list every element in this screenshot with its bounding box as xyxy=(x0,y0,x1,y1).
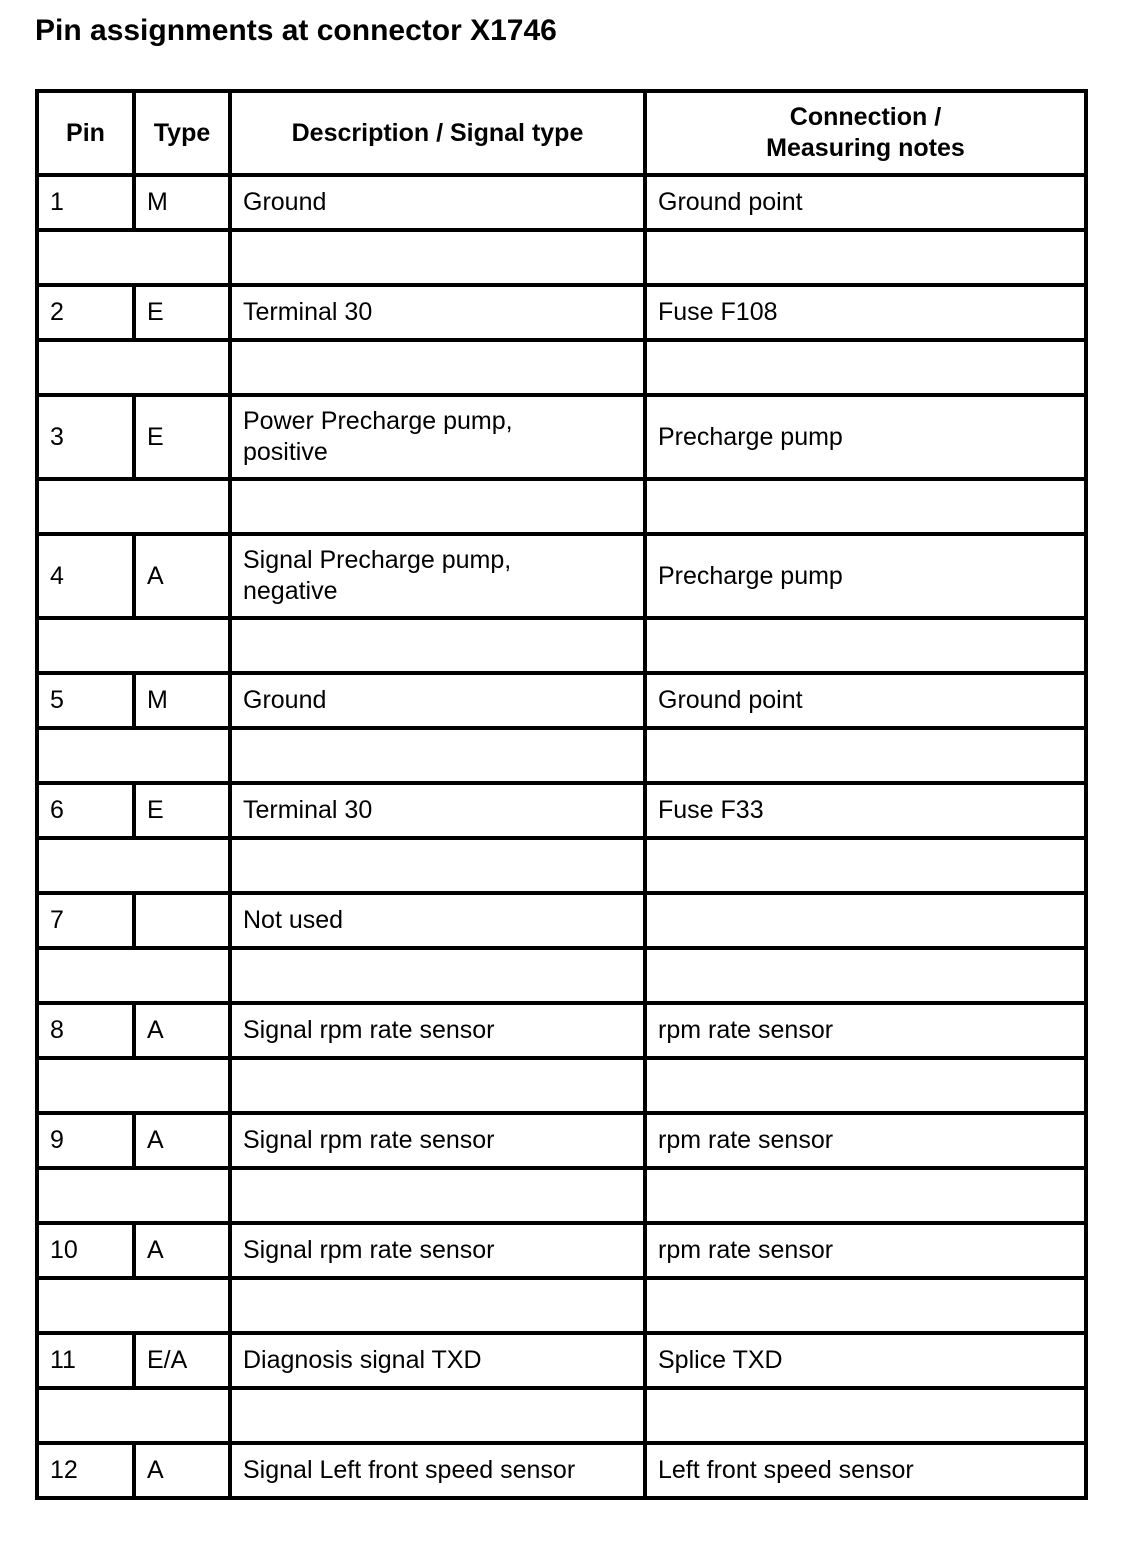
cell-description: Ground xyxy=(230,175,645,230)
cell-pin: 4 xyxy=(37,534,134,618)
spacer-row xyxy=(37,340,1086,395)
table-row xyxy=(37,1223,1086,1278)
cell-pin: 7 xyxy=(37,893,134,948)
header-type: Type xyxy=(134,91,230,175)
spacer-row xyxy=(37,1058,1086,1113)
spacer-cell xyxy=(230,479,645,534)
spacer-cell xyxy=(645,340,1086,395)
cell-description: Signal rpm rate sensor xyxy=(230,1223,645,1278)
spacer-cell xyxy=(230,230,645,285)
cell-type: A xyxy=(134,1113,230,1168)
spacer-row xyxy=(37,1388,1086,1443)
cell-connection: Splice TXD xyxy=(645,1333,1086,1388)
cell-type: A xyxy=(134,1003,230,1058)
spacer-cell xyxy=(645,728,1086,783)
cell-connection: rpm rate sensor xyxy=(645,1113,1086,1168)
spacer-cell xyxy=(645,948,1086,1003)
spacer-cell xyxy=(37,230,230,285)
spacer-cell xyxy=(645,230,1086,285)
cell-description: Terminal 30 xyxy=(230,783,645,838)
cell-connection: Fuse F108 xyxy=(645,285,1086,340)
page-title: Pin assignments at connector X1746 xyxy=(35,14,557,47)
cell-description-line2: negative xyxy=(243,577,338,605)
header-description: Description / Signal type xyxy=(230,91,645,175)
header-connection-line1: Connection / xyxy=(789,103,942,131)
spacer-cell xyxy=(645,1388,1086,1443)
cell-type xyxy=(134,893,230,948)
table-row xyxy=(37,285,1086,340)
cell-connection xyxy=(645,893,1086,948)
cell-connection: Fuse F33 xyxy=(645,783,1086,838)
cell-description xyxy=(230,534,645,618)
cell-description: Ground xyxy=(230,673,645,728)
spacer-cell xyxy=(230,1058,645,1113)
spacer-cell xyxy=(37,1058,230,1113)
cell-type: E xyxy=(134,285,230,340)
spacer-cell xyxy=(230,1388,645,1443)
cell-pin: 6 xyxy=(37,783,134,838)
spacer-row xyxy=(37,618,1086,673)
cell-connection: Left front speed sensor xyxy=(645,1443,1086,1498)
table-row xyxy=(37,783,1086,838)
cell-pin: 11 xyxy=(37,1333,134,1388)
cell-type: A xyxy=(134,534,230,618)
cell-type: M xyxy=(134,673,230,728)
spacer-cell xyxy=(37,838,230,893)
spacer-cell xyxy=(37,948,230,1003)
spacer-cell xyxy=(37,618,230,673)
spacer-cell xyxy=(37,479,230,534)
spacer-cell xyxy=(230,948,645,1003)
cell-description: Signal rpm rate sensor xyxy=(230,1003,645,1058)
cell-type: A xyxy=(134,1443,230,1498)
cell-connection: rpm rate sensor xyxy=(645,1003,1086,1058)
table-header-row xyxy=(37,91,1086,175)
spacer-cell xyxy=(37,1388,230,1443)
cell-type: E xyxy=(134,395,230,479)
cell-description-line1: Power Precharge pump, xyxy=(243,407,513,435)
table-row xyxy=(37,1113,1086,1168)
table-row xyxy=(37,395,1086,479)
spacer-row xyxy=(37,1168,1086,1223)
cell-connection: Ground point xyxy=(645,175,1086,230)
spacer-cell xyxy=(230,340,645,395)
cell-description-line1: Signal Precharge pump, xyxy=(243,546,512,574)
spacer-row xyxy=(37,479,1086,534)
cell-connection: Precharge pump xyxy=(645,534,1086,618)
table-row xyxy=(37,534,1086,618)
cell-connection: Precharge pump xyxy=(645,395,1086,479)
cell-type: A xyxy=(134,1223,230,1278)
spacer-cell xyxy=(230,1278,645,1333)
spacer-row xyxy=(37,230,1086,285)
spacer-cell xyxy=(645,618,1086,673)
cell-pin: 9 xyxy=(37,1113,134,1168)
spacer-cell xyxy=(645,1278,1086,1333)
cell-description: Diagnosis signal TXD xyxy=(230,1333,645,1388)
spacer-cell xyxy=(230,618,645,673)
header-connection xyxy=(645,91,1086,175)
spacer-cell xyxy=(645,838,1086,893)
cell-description: Not used xyxy=(230,893,645,948)
cell-description-line2: positive xyxy=(243,438,328,466)
cell-connection: rpm rate sensor xyxy=(645,1223,1086,1278)
spacer-cell xyxy=(645,1168,1086,1223)
header-connection-line2: Measuring notes xyxy=(766,134,965,162)
table-row xyxy=(37,1443,1086,1498)
spacer-row xyxy=(37,838,1086,893)
cell-type: E/A xyxy=(134,1333,230,1388)
cell-pin: 5 xyxy=(37,673,134,728)
cell-pin: 3 xyxy=(37,395,134,479)
table-row xyxy=(37,175,1086,230)
cell-description xyxy=(230,395,645,479)
cell-description: Terminal 30 xyxy=(230,285,645,340)
spacer-cell xyxy=(230,1168,645,1223)
cell-pin: 1 xyxy=(37,175,134,230)
cell-type: M xyxy=(134,175,230,230)
cell-description: Signal rpm rate sensor xyxy=(230,1113,645,1168)
cell-connection: Ground point xyxy=(645,673,1086,728)
table-row xyxy=(37,893,1086,948)
cell-pin: 10 xyxy=(37,1223,134,1278)
table-row xyxy=(37,1333,1086,1388)
cell-type: E xyxy=(134,783,230,838)
cell-description: Signal Left front speed sensor xyxy=(230,1443,645,1498)
spacer-cell xyxy=(645,1058,1086,1113)
header-pin: Pin xyxy=(37,91,134,175)
spacer-cell xyxy=(37,728,230,783)
spacer-row xyxy=(37,948,1086,1003)
spacer-cell xyxy=(37,340,230,395)
spacer-cell xyxy=(37,1278,230,1333)
table-row xyxy=(37,673,1086,728)
table-row xyxy=(37,1003,1086,1058)
spacer-cell xyxy=(230,838,645,893)
pin-assignment-table xyxy=(35,89,1088,1500)
cell-pin: 8 xyxy=(37,1003,134,1058)
spacer-cell xyxy=(37,1168,230,1223)
cell-pin: 2 xyxy=(37,285,134,340)
spacer-cell xyxy=(230,728,645,783)
spacer-row xyxy=(37,728,1086,783)
spacer-cell xyxy=(645,479,1086,534)
spacer-row xyxy=(37,1278,1086,1333)
cell-pin: 12 xyxy=(37,1443,134,1498)
